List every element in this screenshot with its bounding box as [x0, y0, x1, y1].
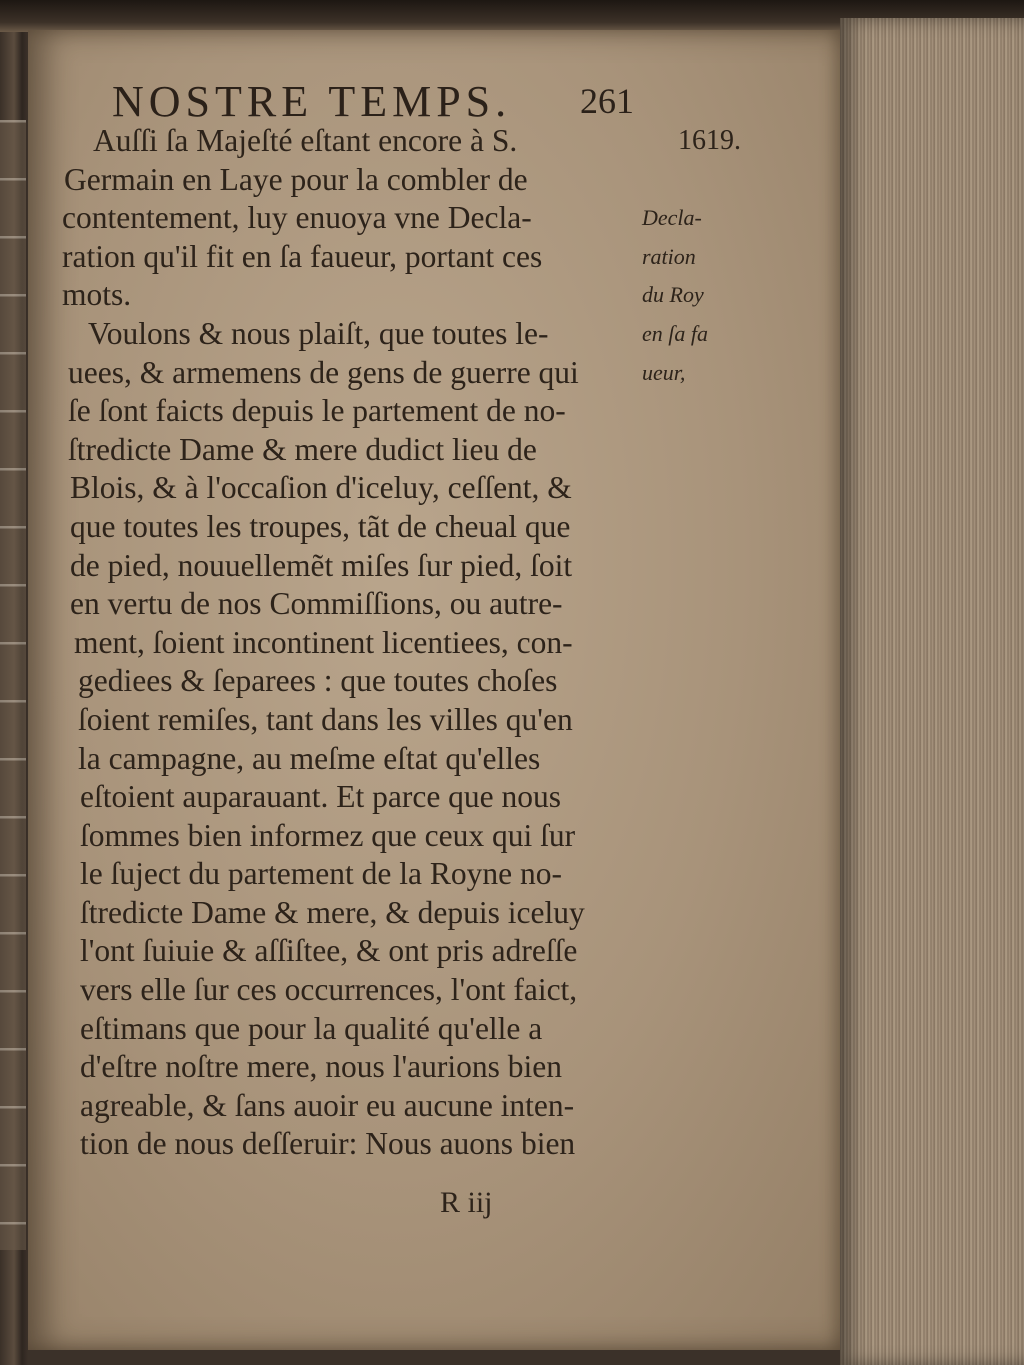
text-line: que toutes les troupes, tãt de cheual que	[70, 508, 571, 544]
text-line: Blois, & à l'occaſion d'iceluy, ceſſent, &	[70, 470, 572, 506]
text-line: en vertu de nos Commiſſions, ou autre-	[70, 586, 563, 622]
text-line: ſtredicte Dame & mere, & depuis iceluy	[80, 894, 585, 930]
running-head: NOSTRE TEMPS.	[112, 77, 512, 126]
margin-notes	[642, 122, 782, 392]
margin-note-line: du Roy	[642, 282, 704, 308]
page-number: 261	[580, 81, 634, 121]
text-line: Germain en Laye pour la combler de	[64, 161, 528, 197]
binding-strips	[0, 120, 26, 1250]
text-line: contentement, luy enuoya vne Decla-	[62, 200, 532, 236]
margin-note-line: ration	[642, 243, 696, 269]
text-line: vers elle ſur ces occurrences, l'ont faict,	[80, 972, 578, 1008]
text-line: ſommes bien informez que ceux qui ſur	[80, 817, 576, 853]
text-line: ment, ſoient incontinent licentiees, con-	[74, 624, 573, 660]
margin-year: 1619.	[678, 125, 741, 156]
text-line: Voulons & nous plaiſt, que toutes le-	[88, 315, 549, 351]
text-line: Auſſi ſa Majeſté eſtant encore à S.	[93, 123, 518, 158]
text-line: ſtredicte Dame & mere dudict lieu de	[68, 431, 537, 467]
text-line: la campagne, au meſme eſtat qu'elles	[78, 740, 541, 776]
text-line: gediees & ſeparees : que toutes choſes	[78, 663, 558, 699]
text-line: tion de nous deſſeruir: Nous auons bien	[80, 1126, 576, 1162]
text-line: mots.	[62, 277, 132, 313]
text-line: eſtoient auparauant. Et parce que nous	[80, 779, 562, 815]
margin-note-line	[642, 161, 782, 200]
text-line: de pied, nouuellemẽt miſes ſur pied, ſoit	[70, 547, 573, 583]
text-line: d'eſtre noſtre mere, nous l'aurions bien	[80, 1049, 562, 1085]
text-line: agreable, & ſans auoir eu aucune inten-	[80, 1087, 575, 1123]
margin-note-line: ueur,	[642, 359, 686, 385]
text-line: ſe ſont faicts depuis le partement de no-	[68, 393, 566, 429]
page-fore-edge	[840, 18, 1024, 1365]
text-line: le ſuject du partement de la Royne no-	[80, 856, 562, 892]
margin-note-line: Decla-	[642, 205, 702, 231]
margin-note-line: en ſa fa	[642, 320, 708, 346]
text-line: l'ont ſuiuie & aſſiſtee, & ont pris adreſſe	[80, 933, 578, 969]
text-line: ſoient remiſes, tant dans les villes qu'en	[78, 701, 573, 737]
body-text	[48, 122, 668, 1164]
text-line: ration qu'il fit en ſa faueur, portant ces	[62, 238, 543, 274]
text-line: eſtimans que pour la qualité qu'elle a	[80, 1010, 543, 1046]
signature-mark: R iij	[440, 1186, 493, 1219]
text-line: uees, & armemens de gens de guerre qui	[68, 354, 579, 390]
